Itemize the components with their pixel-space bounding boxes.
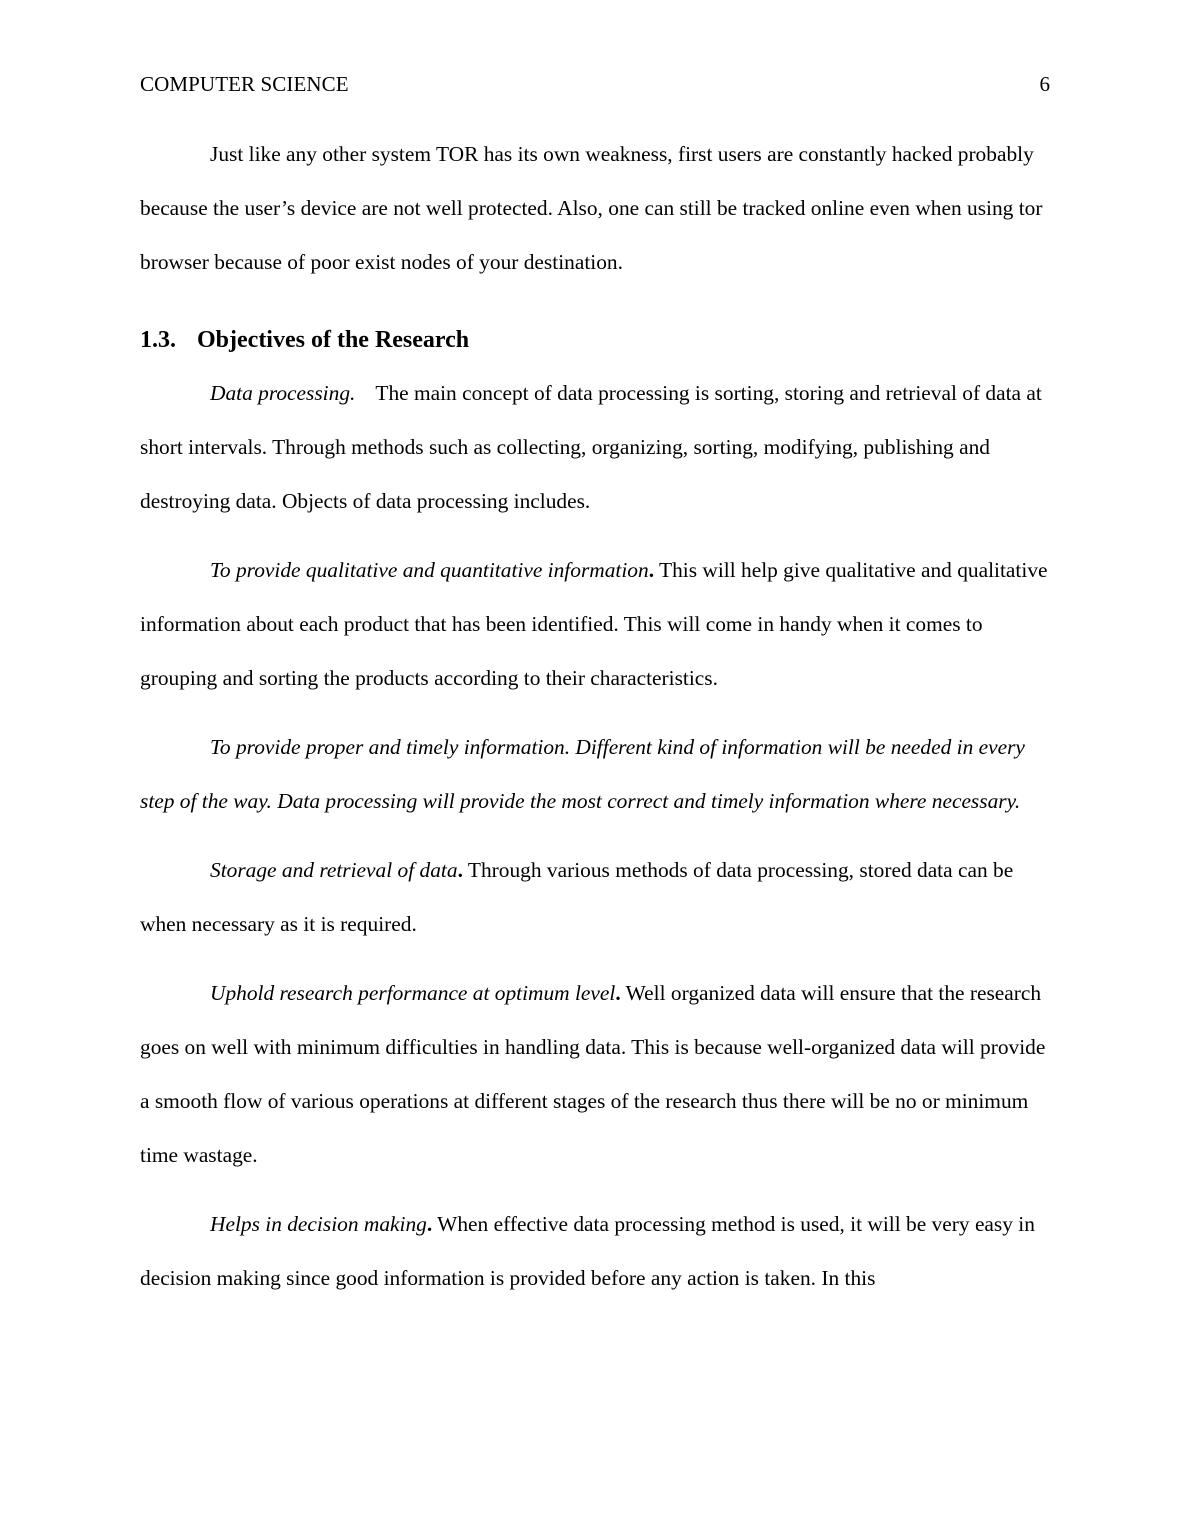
- paragraph-lead: To provide qualitative and quantitative information: [210, 558, 649, 582]
- section-number: 1.3.: [140, 327, 176, 353]
- objective-paragraph-timely: [140, 720, 1050, 828]
- page-number: 6: [1039, 72, 1050, 96]
- paragraph-lead: To provide proper and timely information. Different kind of information will be needed in every step of the way. Data processing will provide the most correct and timely information where necessary.: [140, 735, 1025, 813]
- paragraph-lead-punct: .: [648, 558, 655, 582]
- objective-paragraph-decision: [140, 1197, 1050, 1305]
- section-heading: [140, 309, 1050, 371]
- paragraph-lead-punct: .: [426, 1212, 433, 1236]
- intro-paragraph: Just like any other system TOR has its own weakness, first users are constantly hacked probably because the user’s device are not well protected. Also, one can still be tracked online even when using tor browser because of poor exist nodes of your destination.: [140, 142, 1043, 274]
- paragraph-text: The main concept of data processing is sorting, storing and retrieval of data at short intervals. Through methods such as collecting, organizing, sorting, modifying, publishing and destroying data. Objects of data processing includes.: [140, 381, 1042, 513]
- paragraph-text: Through various methods of data processing, stored data can be when necessary as it is required.: [140, 858, 1014, 936]
- paragraph-text: Well organized data will ensure that the research goes on well with minimum difficulties in handling data. This is because well-organized data will provide a smooth flow of various operations at different stages of the research thus there will be no or minimum time wastage.: [140, 981, 1046, 1167]
- paragraph-lead: Storage and retrieval of data: [210, 858, 458, 882]
- paragraph-lead: Uphold research performance at optimum level: [210, 981, 616, 1005]
- objective-paragraph-data-processing: [140, 366, 1050, 528]
- paragraph-text: When effective data processing method is used, it will be very easy in decision making since good information is provided before any action is taken. In this: [140, 1212, 1035, 1290]
- objective-paragraph-performance: [140, 966, 1050, 1182]
- objective-paragraph-storage: [140, 843, 1050, 951]
- paragraph-text: This will help give qualitative and qualitative information about each product that has been identified. This will come in handy when it comes to grouping and sorting the products according to their characteristics.: [140, 558, 1048, 690]
- paragraph-lead: Data processing.: [210, 381, 356, 405]
- section-title: Objectives of the Research: [197, 327, 470, 353]
- document-body: [140, 127, 1050, 1305]
- paragraph-lead-punct: .: [457, 858, 463, 882]
- paragraph-lead: Helps in decision making: [210, 1212, 427, 1236]
- objective-paragraph-qualitative: [140, 543, 1050, 705]
- paragraph-lead-punct: .: [615, 981, 621, 1005]
- running-head: COMPUTER SCIENCE: [140, 72, 349, 96]
